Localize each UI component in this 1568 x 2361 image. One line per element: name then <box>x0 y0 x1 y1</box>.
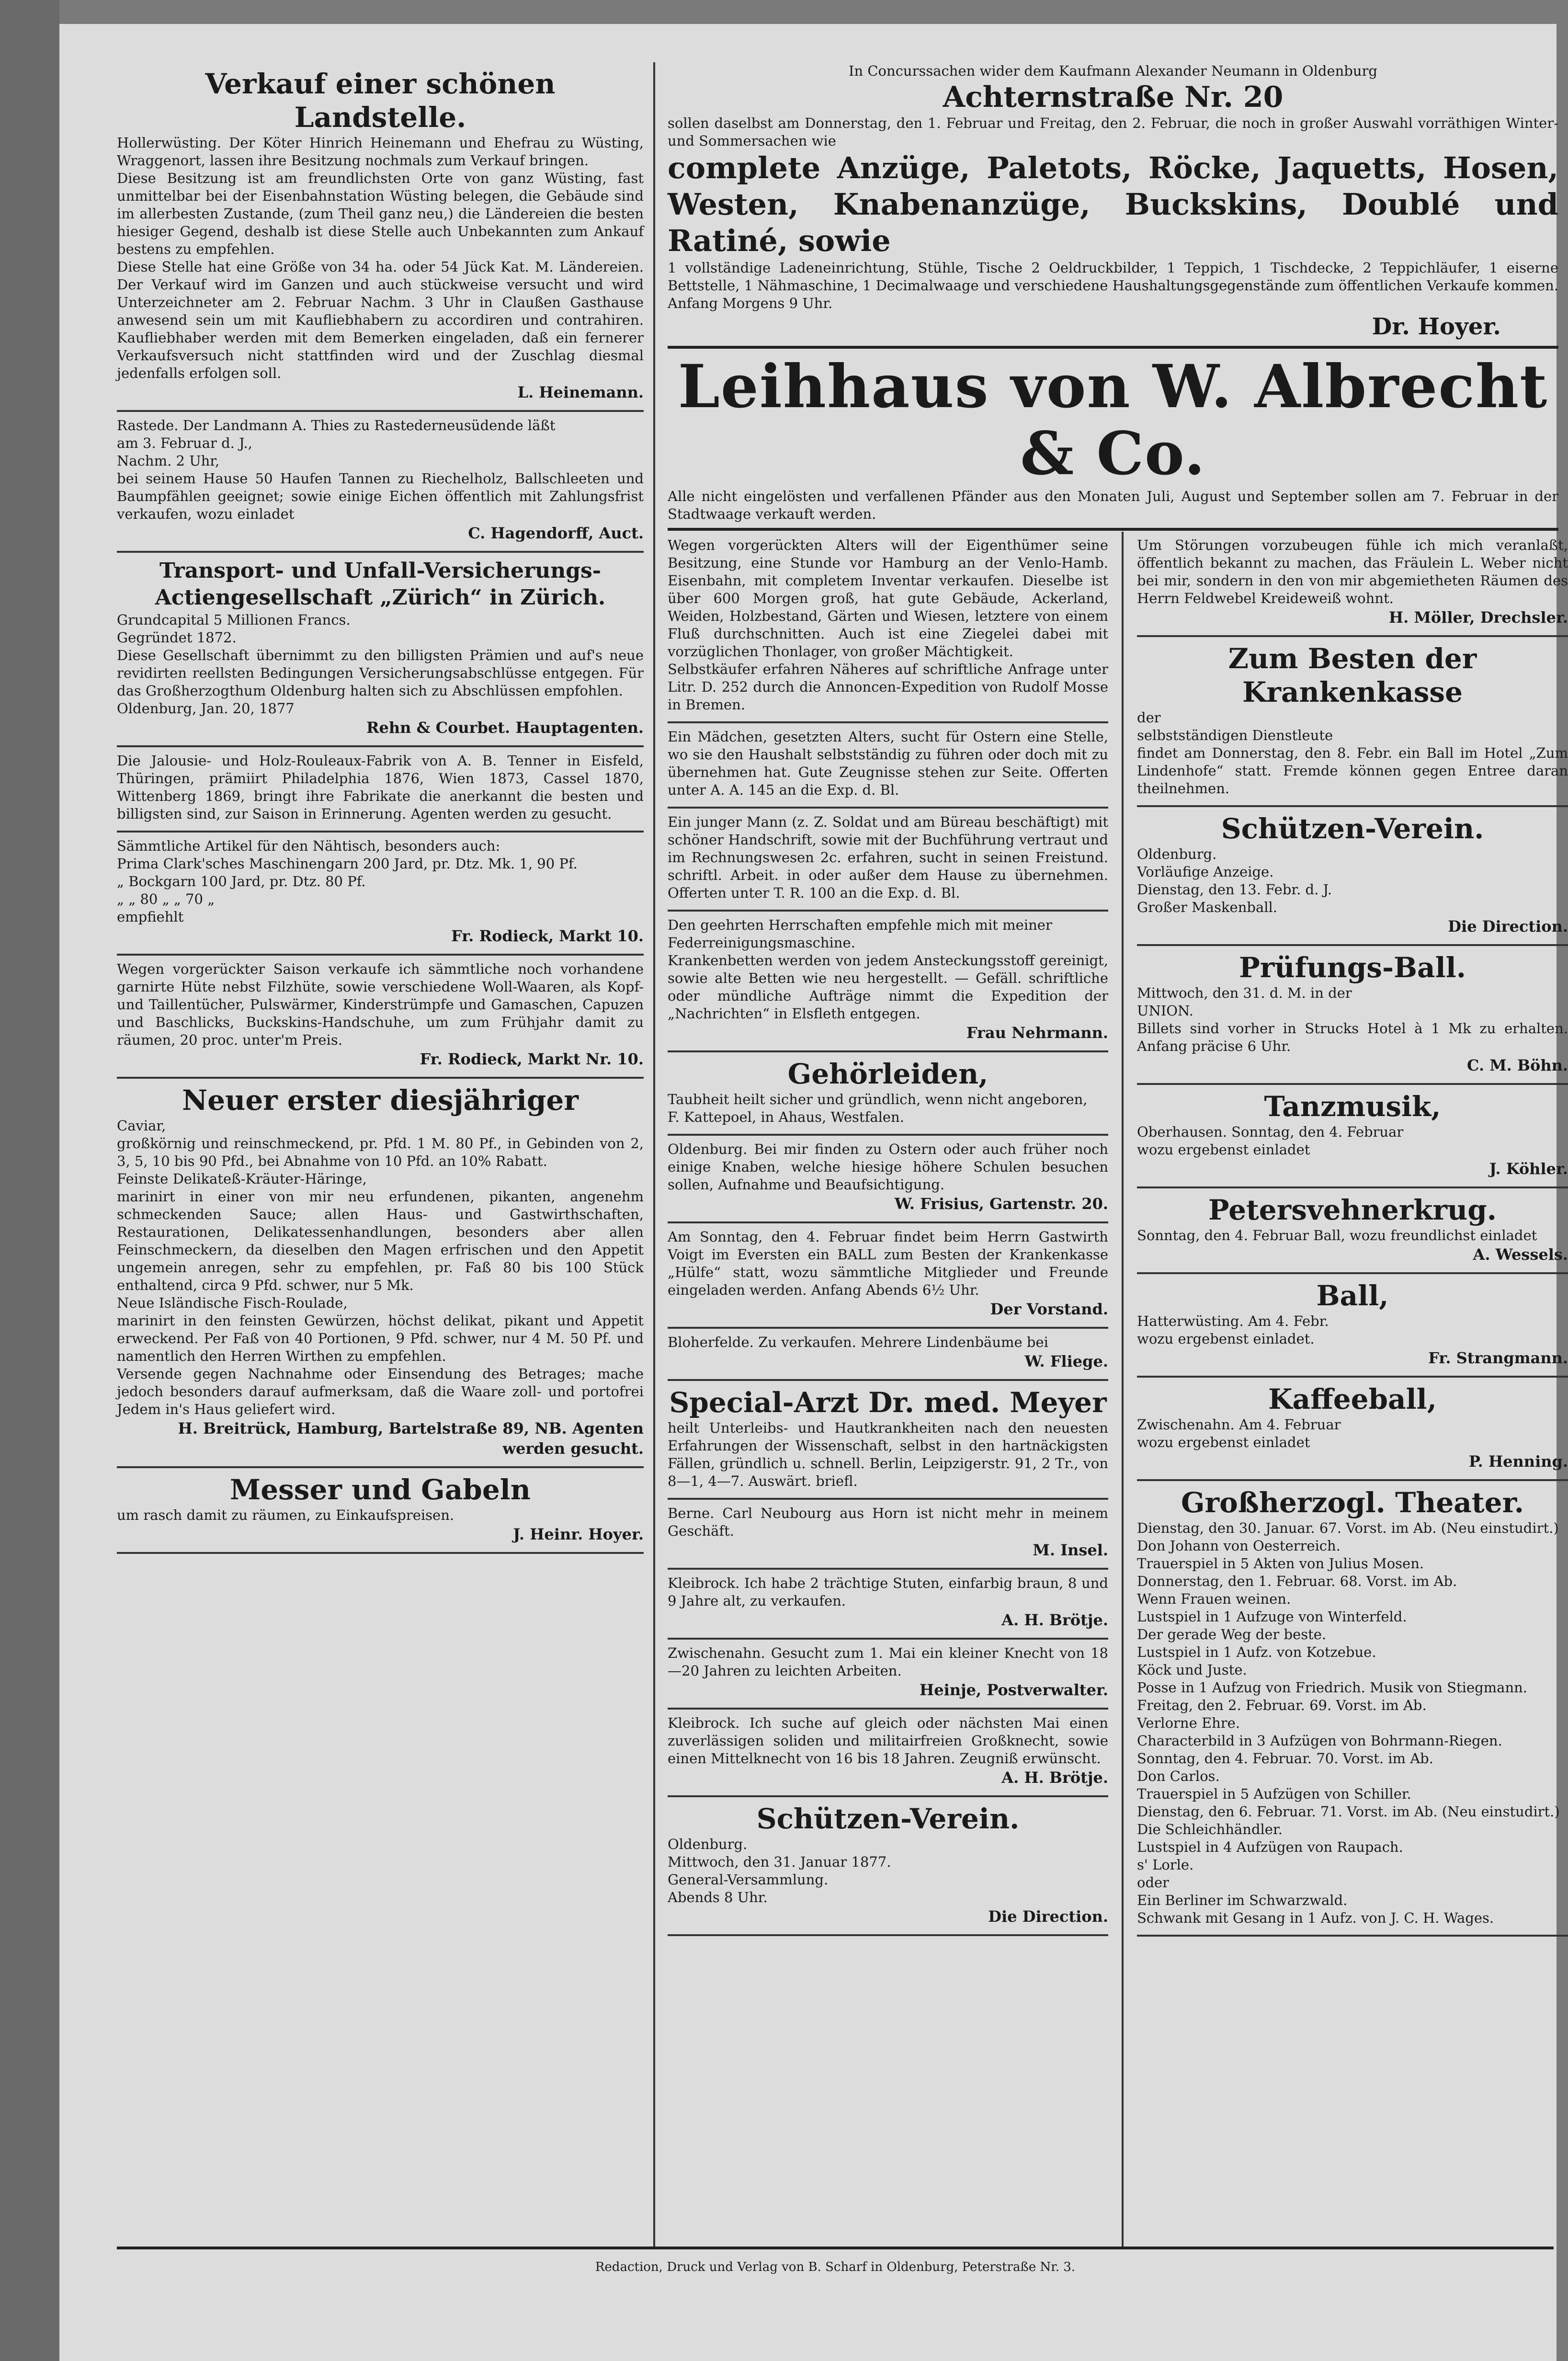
ad-title: Petersvehnerkrug. <box>1208 1194 1497 1226</box>
ad-title: Großherzogl. Theater. <box>1181 1486 1524 1519</box>
ad-body: Ein junger Mann (z. Z. Soldat und am Büreau beschäftigt) mit schöner Handschrift, sowie mit der Buchführung vertraut und im Rechnungswesen 2c. erfahren, sucht in seinen Freistund. schriftl. Arbeit. in oder außer dem Hause zu übernehmen. Offerten unter T. R. 100 an die Exp. d. Bl. <box>668 814 1108 901</box>
ad-body: Wegen vorgerückten Alters will der Eigenthümer seine Besitzung, eine Stunde vor Hamburg an der Venlo-Hamb. Eisenbahn, mit completem Inventar verkaufen. Dieselbe ist über 600 Morgen groß, hat gute Gebäude, Ackerland, Weiden, Holzbestand, Gärten und Wiesen, letztere von einem Fluß durchschnitten. Auch ist eine Ziegelei dabei mit vorzüglichen Thonlager, von großer Mächtigkeit. Selbstkäufer erfahren Näheres auf schriftliche Anfrage unter Litr. D. 252 durch die Annoncen-Expedition von Rudolf Mosse in Bremen. <box>668 537 1108 713</box>
advertisement <box>1137 1481 1568 1937</box>
advertisement <box>668 1381 1108 1500</box>
advertisement <box>668 1640 1108 1710</box>
ad-signature: Fr. Strangmann. <box>1428 1349 1568 1367</box>
imprint-footer: Redaction, Druck und Verlag von B. Scharf in Oldenburg, Peterstraße Nr. 3. <box>117 2247 1554 2275</box>
ad-signature: H. Möller, Drechsler. <box>1388 608 1568 627</box>
column-left <box>117 62 644 2247</box>
advertisement <box>117 412 644 553</box>
ad-body: heilt Unterleibs- und Hautkrankheiten nach den neuesten Erfahrungen der Wissenschaft, selbst in den hartnäckigsten Fällen, gründlich u. schnell. Berlin, Leipzigerstr. 91, 2 Tr., von 8—1, 4—7. Auswärt. briefl. <box>668 1420 1108 1489</box>
column-right <box>1137 532 1568 2247</box>
ad-body: Zwischenahn. Gesucht zum 1. Mai ein kleiner Knecht von 18—20 Jahren zu leichten Arbeiten. <box>668 1645 1108 1679</box>
advertisement <box>668 912 1108 1052</box>
ad-body: Berne. Carl Neubourg aus Horn ist nicht mehr in meinem Geschäft. <box>668 1505 1108 1539</box>
ad-body: Wegen vorgerückter Saison verkaufe ich sämmtliche noch vorhandene garnirte Hüte nebst Filzhüte, sowie verschiedene Woll-Waaren, als Kopf- und Taillentücher, Pulswärmer, Kinderstrümpfe und Gamaschen, Capuzen und Baschlicks, Buckskins-Handschuhe, um zum Frühjahr damit zu räumen, 20 proc. unter'm Preis. <box>117 961 644 1048</box>
ad-signature: M. Insel. <box>1033 1541 1108 1559</box>
concurs-goods: complete Anzüge, Paletots, Röcke, Jaquetts, Hosen, Westen, Knabenanzüge, Buckskins, Doublé und Ratiné, sowie <box>668 150 1558 258</box>
book-spine <box>0 0 59 2361</box>
advertisement <box>1137 637 1568 807</box>
leihhaus-title: Leihhaus von W. Albrecht & Co. <box>678 352 1548 489</box>
ad-title: Schützen-Verein. <box>1221 812 1484 845</box>
divider <box>668 528 1558 531</box>
concurs-street: Achternstraße Nr. 20 <box>943 80 1284 114</box>
ad-signature: Rehn & Courbet. Hauptagenten. <box>366 719 644 737</box>
ad-body: Ein Mädchen, gesetzten Alters, sucht für Ostern eine Stelle, wo sie den Haushalt selbstständig zu führen oder doch mit zu übernehmen hat. Gute Zeugnisse stehen zur Seite. Offerten unter A. A. 145 an die Exp. d. Bl. <box>668 729 1108 798</box>
divider <box>668 346 1558 349</box>
ad-signature: H. Breitrück, Hamburg, Bartelstraße 89, NB. Agenten werden gesucht. <box>178 1419 644 1458</box>
ad-body: Zwischenahn. Am 4. Februar wozu ergebenst einladet <box>1137 1416 1341 1450</box>
advertisement <box>668 1223 1108 1329</box>
ad-body: Hatterwüsting. Am 4. Febr. wozu ergebenst einladet. <box>1137 1313 1329 1347</box>
top-announcement <box>668 62 1558 532</box>
ad-body: Dienstag, den 30. Januar. 67. Vorst. im Ab. (Neu einstudirt.) Don Johann von Oesterreich. Trauerspiel in 5 Akten von Julius Mosen. Donnerstag, den 1. Februar. 68. Vorst. im Ab. Wenn Frauen weinen. Lustspiel in 1 Aufzuge von Winterfeld. Der gerade Weg der beste. Lustspiel in 1 Aufz. von Kotzebue. Köck und Juste. Posse in 1 Aufzug von Friedrich. Musik von Stiegmann. Freitag, den 2. Februar. 69. Vorst. im Ab. Verlorne Ehre. Characterbild in 3 Aufzügen von Bohrmann-Riegen. Sonntag, den 4. Februar. 70. Vorst. im Ab. Don Carlos. Trauerspiel in 5 Aufzügen von Schiller. Dienstag, den 6. Februar. 71. Vorst. im Ab. (Neu einstudirt.) Die Schleichhändler. Lustspiel in 4 Aufzügen von Raupach. s' Lorle. oder Ein Berliner im Schwarzwald. Schwank mit Gesang in 1 Aufz. von J. C. H. Wages. <box>1137 1520 1560 1926</box>
advertisement <box>668 1052 1108 1136</box>
ad-body: Oberhausen. Sonntag, den 4. Februar wozu ergebenst einladet <box>1137 1124 1404 1158</box>
advertisement <box>1137 532 1568 637</box>
advertisement <box>117 1468 644 1554</box>
ad-body: Oldenburg. Mittwoch, den 31. Januar 1877. General-Versammlung. Abends 8 Uhr. <box>668 1836 891 1905</box>
ad-title: Schützen-Verein. <box>756 1802 1020 1835</box>
advertisement <box>668 1500 1108 1570</box>
advertisement <box>668 723 1108 809</box>
advertisement <box>1137 807 1568 946</box>
advertisement <box>117 553 644 747</box>
ad-body: Am Sonntag, den 4. Februar findet beim Herrn Gastwirth Voigt im Eversten ein BALL zum Besten der Krankenkasse „Hülfe“ statt, wozu sämmtliche Mitglieder und Freunde eingeladen werden. Anfang Abends 6½ Uhr. <box>668 1229 1108 1298</box>
ad-body: Taubheit heilt sicher und gründlich, wenn nicht angeboren, F. Kattepoel, in Ahaus, Westfalen. <box>668 1091 1088 1125</box>
ad-signature: L. Heinemann. <box>517 383 644 401</box>
ad-signature: W. Frisius, Gartenstr. 20. <box>894 1195 1108 1213</box>
ad-body: Caviar, großkörnig und reinschmeckend, pr. Pfd. 1 M. 80 Pf., in Gebinden von 2, 3, 5, 10 bis 90 Pfd., bei Abnahme von 10 Pfd. an 10% Rabatt. Feinste Delikateß-Kräuter-Häringe, marinirt in einer von mir neu erfundenen, pikanten, angenehm schmeckenden Sauce; allen Haus- und Gastwirthschaften, Restaurationen, Delikatessenhandlungen, besonders aber allen Feinschmeckern, da dieselben den Magen erfrischen und den Appetit ungemein anregen, sehr zu empfehlen, pr. Faß 80 bis 100 Stück enthaltend, circa 9 Pfd. schwer, nur 5 Mk. Neue Isländische Fisch-Roulade, marinirt in den feinsten Gewürzen, höchst delikat, pikant und Appetit erweckend. Per Faß von 40 Portionen, 9 Pfd. schwer, nur 4 M. 50 Pf. und namentlich den Herren Wirthen zu empfehlen. Versende gegen Nachnahme oder Einsendung des Betrages; mache jedoch besonders darauf aufmerksam, daß die Waare zoll- und portofrei Jedem in's Haus geliefert wird. <box>117 1118 644 1417</box>
column-divider <box>653 62 655 2247</box>
advertisement <box>117 62 644 412</box>
ad-body: Die Jalousie- und Holz-Rouleaux-Fabrik von A. B. Tenner in Eisfeld, Thüringen, prämiirt Philadelphia 1876, Wien 1873, Cassel 1870, Wittenberg 1869, bringt ihre Fabrikate die anerkannt die besten und billigsten sind, zur Saison in Erinnerung. Agenten werden zu gesucht. <box>117 753 644 822</box>
ad-title: Special-Arzt Dr. med. Meyer <box>669 1386 1107 1419</box>
advertisement <box>668 809 1108 912</box>
ad-title: Ball, <box>1316 1279 1389 1312</box>
advertisement <box>668 532 1108 723</box>
advertisement <box>117 747 644 833</box>
ad-signature: A. Wessels. <box>1473 1245 1568 1264</box>
ad-body: Hollerwüsting. Der Köter Hinrich Heinemann und Ehefrau zu Wüsting, Wraggenort, lassen ihre Besitzung nochmals zum Verkauf bringen. Diese Besitzung ist am freundlichsten Orte von ganz Wüsting, fast unmittelbar bei der Eisenbahnstation Wüsting belegen, die Gebäude sind im allerbesten Zustande, (zum Theil ganz neu,) die Ländereien die besten hiesiger Gegend, deshalb ist diese Stelle auch Unbekannten zum Ankauf bestens zu empfehlen. Diese Stelle hat eine Größe von 34 ha. oder 54 Jück Kat. M. Ländereien. Der Verkauf wird im Ganzen und auch stückweise versucht und wird Unterzeichneter am 2. Februar Nachm. 3 Uhr in Claußen Gasthause anwesend sein um mit Kaufliebhabern zu accordiren und contrahiren. Kaufliebhaber werden mit dem Bemerken eingeladen, daß ein fernerer Verkaufsversuch nicht stattfinden wird und der Zuschlag diesmal jedenfalls erfolgen soll. <box>117 135 644 381</box>
advertisement <box>1137 946 1568 1085</box>
ad-signature: A. H. Brötje. <box>1001 1768 1108 1787</box>
ad-signature: Frau Nehrmann. <box>966 1024 1108 1042</box>
column-middle <box>668 532 1108 2247</box>
ad-signature: A. H. Brötje. <box>1001 1611 1108 1629</box>
ad-title: Zum Besten der Krankenkasse <box>1228 642 1477 708</box>
ad-signature: Der Vorstand. <box>990 1300 1108 1318</box>
concurs-text: sollen daselbst am Donnerstag, den 1. Februar und Freitag, den 2. Februar, die noch in großer Auswahl vorräthigen Winter- und Sommersachen wie <box>668 115 1558 149</box>
ad-body: Sonntag, den 4. Februar Ball, wozu freundlichst einladet <box>1137 1227 1537 1243</box>
ad-signature: Die Direction. <box>1448 917 1568 935</box>
advertisement <box>117 1079 644 1468</box>
advertisement <box>668 1570 1108 1640</box>
ad-title: Kaffeeball, <box>1268 1383 1437 1415</box>
advertisement <box>1137 1274 1568 1378</box>
ad-signature: W. Fliege. <box>1024 1352 1108 1370</box>
advertisement <box>1137 1188 1568 1274</box>
ad-body: Rastede. Der Landmann A. Thies zu Rastederneusüdende läßt am 3. Februar d. J., Nachm. 2 Uhr, bei seinem Hause 50 Haufen Tannen zu Riechelholz, Ballschleeten und Baumpfählen geeignet; sowie einige Eichen öffentlich mit Zahlungsfrist verkaufen, wozu einladet <box>117 417 644 522</box>
newspaper-page <box>59 24 1568 2361</box>
ad-signature: Fr. Rodieck, Markt 10. <box>451 927 644 945</box>
ad-signature: C. M. Böhn. <box>1467 1056 1568 1074</box>
ad-body: Grundcapital 5 Millionen Francs. Gegründet 1872. Diese Gesellschaft übernimmt zu den billigsten Prämien und auf's neue revidirten reellsten Bedingungen Versicherungsabschlüsse entgegen. Für das Großherzogthum Oldenburg halten sich zu Abschlüssen empfohlen. Oldenburg, Jan. 20, 1877 <box>117 612 644 717</box>
concurs-items: 1 vollständige Ladeneinrichtung, Stühle, Tische 2 Oeldruckbilder, 1 Teppich, 1 Tischdecke, 2 Teppichläufer, 1 eiserne Bettstelle, 1 Nähmaschine, 1 Decimalwaage und verschiedene Haushaltungsgegenstände zum öffentlichen Verkaufe kommen. Anfang Morgens 9 Uhr. <box>668 260 1558 311</box>
ad-body: der selbstständigen Dienstleute findet am Donnerstag, den 8. Febr. ein Ball im Hotel „Zum Lindenhofe“ statt. Fremde können gegen Entree daran theilnehmen. <box>1137 709 1568 797</box>
ad-body: Kleibrock. Ich habe 2 trächtige Stuten, einfarbig braun, 8 und 9 Jahre alt, zu verkaufen. <box>668 1575 1108 1609</box>
ad-title: Verkauf einer schönen Landstelle. <box>205 68 556 134</box>
ad-signature: C. Hagendorff, Auct. <box>468 524 644 542</box>
advertisement <box>117 956 644 1079</box>
ad-title: Tanzmusik, <box>1264 1090 1441 1123</box>
ad-title: Messer und Gabeln <box>230 1473 531 1506</box>
advertisement <box>668 1329 1108 1381</box>
ad-title: Prüfungs-Ball. <box>1239 951 1466 984</box>
ad-body: Bloherfelde. Zu verkaufen. Mehrere Lindenbäume bei <box>668 1334 1048 1350</box>
ad-title: Transport- und Unfall-Versicherungs-Actiengesellschaft „Zürich“ in Zürich. <box>155 559 606 610</box>
ad-title: Neuer erster diesjähriger <box>182 1084 579 1117</box>
ad-title: Gehörleiden, <box>787 1058 989 1090</box>
leihhaus-text: Alle nicht eingelösten und verfallenen Pfänder aus den Monaten Juli, August und September sollen am 7. Februar in der Stadtwaage verkauft werden. <box>668 488 1558 522</box>
ad-body: Oldenburg. Vorläufige Anzeige. Dienstag, den 13. Febr. d. J. Großer Maskenball. <box>1137 846 1332 915</box>
concurs-intro: In Concurssachen wider dem Kaufmann Alexander Neumann in Oldenburg <box>849 63 1377 79</box>
advertisement <box>1137 1378 1568 1481</box>
ad-body: Sämmtliche Artikel für den Nähtisch, besonders auch: Prima Clark'sches Maschinengarn 200 Jard, pr. Dtz. Mk. 1, 90 Pf. „ Bockgarn 100 Jard, pr. Dtz. 80 Pf. „ „ 80 „ „ 70 „ empfiehlt <box>117 838 578 925</box>
ad-signature: J. Köhler. <box>1489 1160 1568 1178</box>
ad-signature: Die Direction. <box>988 1907 1108 1926</box>
advertisement <box>668 1136 1108 1223</box>
column-divider <box>1122 532 1124 2247</box>
ad-signature: P. Henning. <box>1468 1452 1568 1471</box>
ad-signature: J. Heinr. Hoyer. <box>513 1525 644 1543</box>
ad-body: um rasch damit zu räumen, zu Einkaufspreisen. <box>117 1507 454 1523</box>
ad-signature: Fr. Rodieck, Markt Nr. 10. <box>420 1050 644 1068</box>
ad-body: Oldenburg. Bei mir finden zu Ostern oder auch früher noch einige Knaben, welche hiesige höhere Schulen besuchen sollen, Aufnahme und Beaufsichtigung. <box>668 1141 1108 1193</box>
advertisement <box>668 1710 1108 1797</box>
ad-signature: Heinje, Postverwalter. <box>919 1681 1108 1699</box>
ad-body: Um Störungen vorzubeugen fühle ich mich veranlaßt, öffentlich bekannt zu machen, das Fräulein L. Weber nicht bei mir, sondern in den von mir abgemietheten Räumen des Herrn Feldwebel Kreideweiß wohnt. <box>1137 537 1568 606</box>
advertisement <box>668 1797 1108 1936</box>
ad-body: Den geehrten Herrschaften empfehle mich mit meiner Federreinigungsmaschine. Krankenbetten werden von jedem Ansteckungsstoff gereinigt, sowie alte Betten wie neu hergestellt. — Gefäll. schriftliche oder mündliche Aufträge nimmt die Expedition der „Nachrichten“ in Elsfleth entgegen. <box>668 917 1108 1022</box>
advertisement <box>1137 1085 1568 1188</box>
ad-body: Mittwoch, den 31. d. M. in der UNION. Billets sind vorher in Strucks Hotel à 1 Mk zu erhalten. Anfang präcise 6 Uhr. <box>1137 985 1568 1054</box>
advertisement <box>117 833 644 956</box>
ad-body: Kleibrock. Ich suche auf gleich oder nächsten Mai einen zuverlässigen soliden und militairfreien Großknecht, sowie einen Mittelknecht von 16 bis 18 Jahren. Zeugniß erwünscht. <box>668 1715 1108 1767</box>
concurs-signature: Dr. Hoyer. <box>1372 313 1501 340</box>
